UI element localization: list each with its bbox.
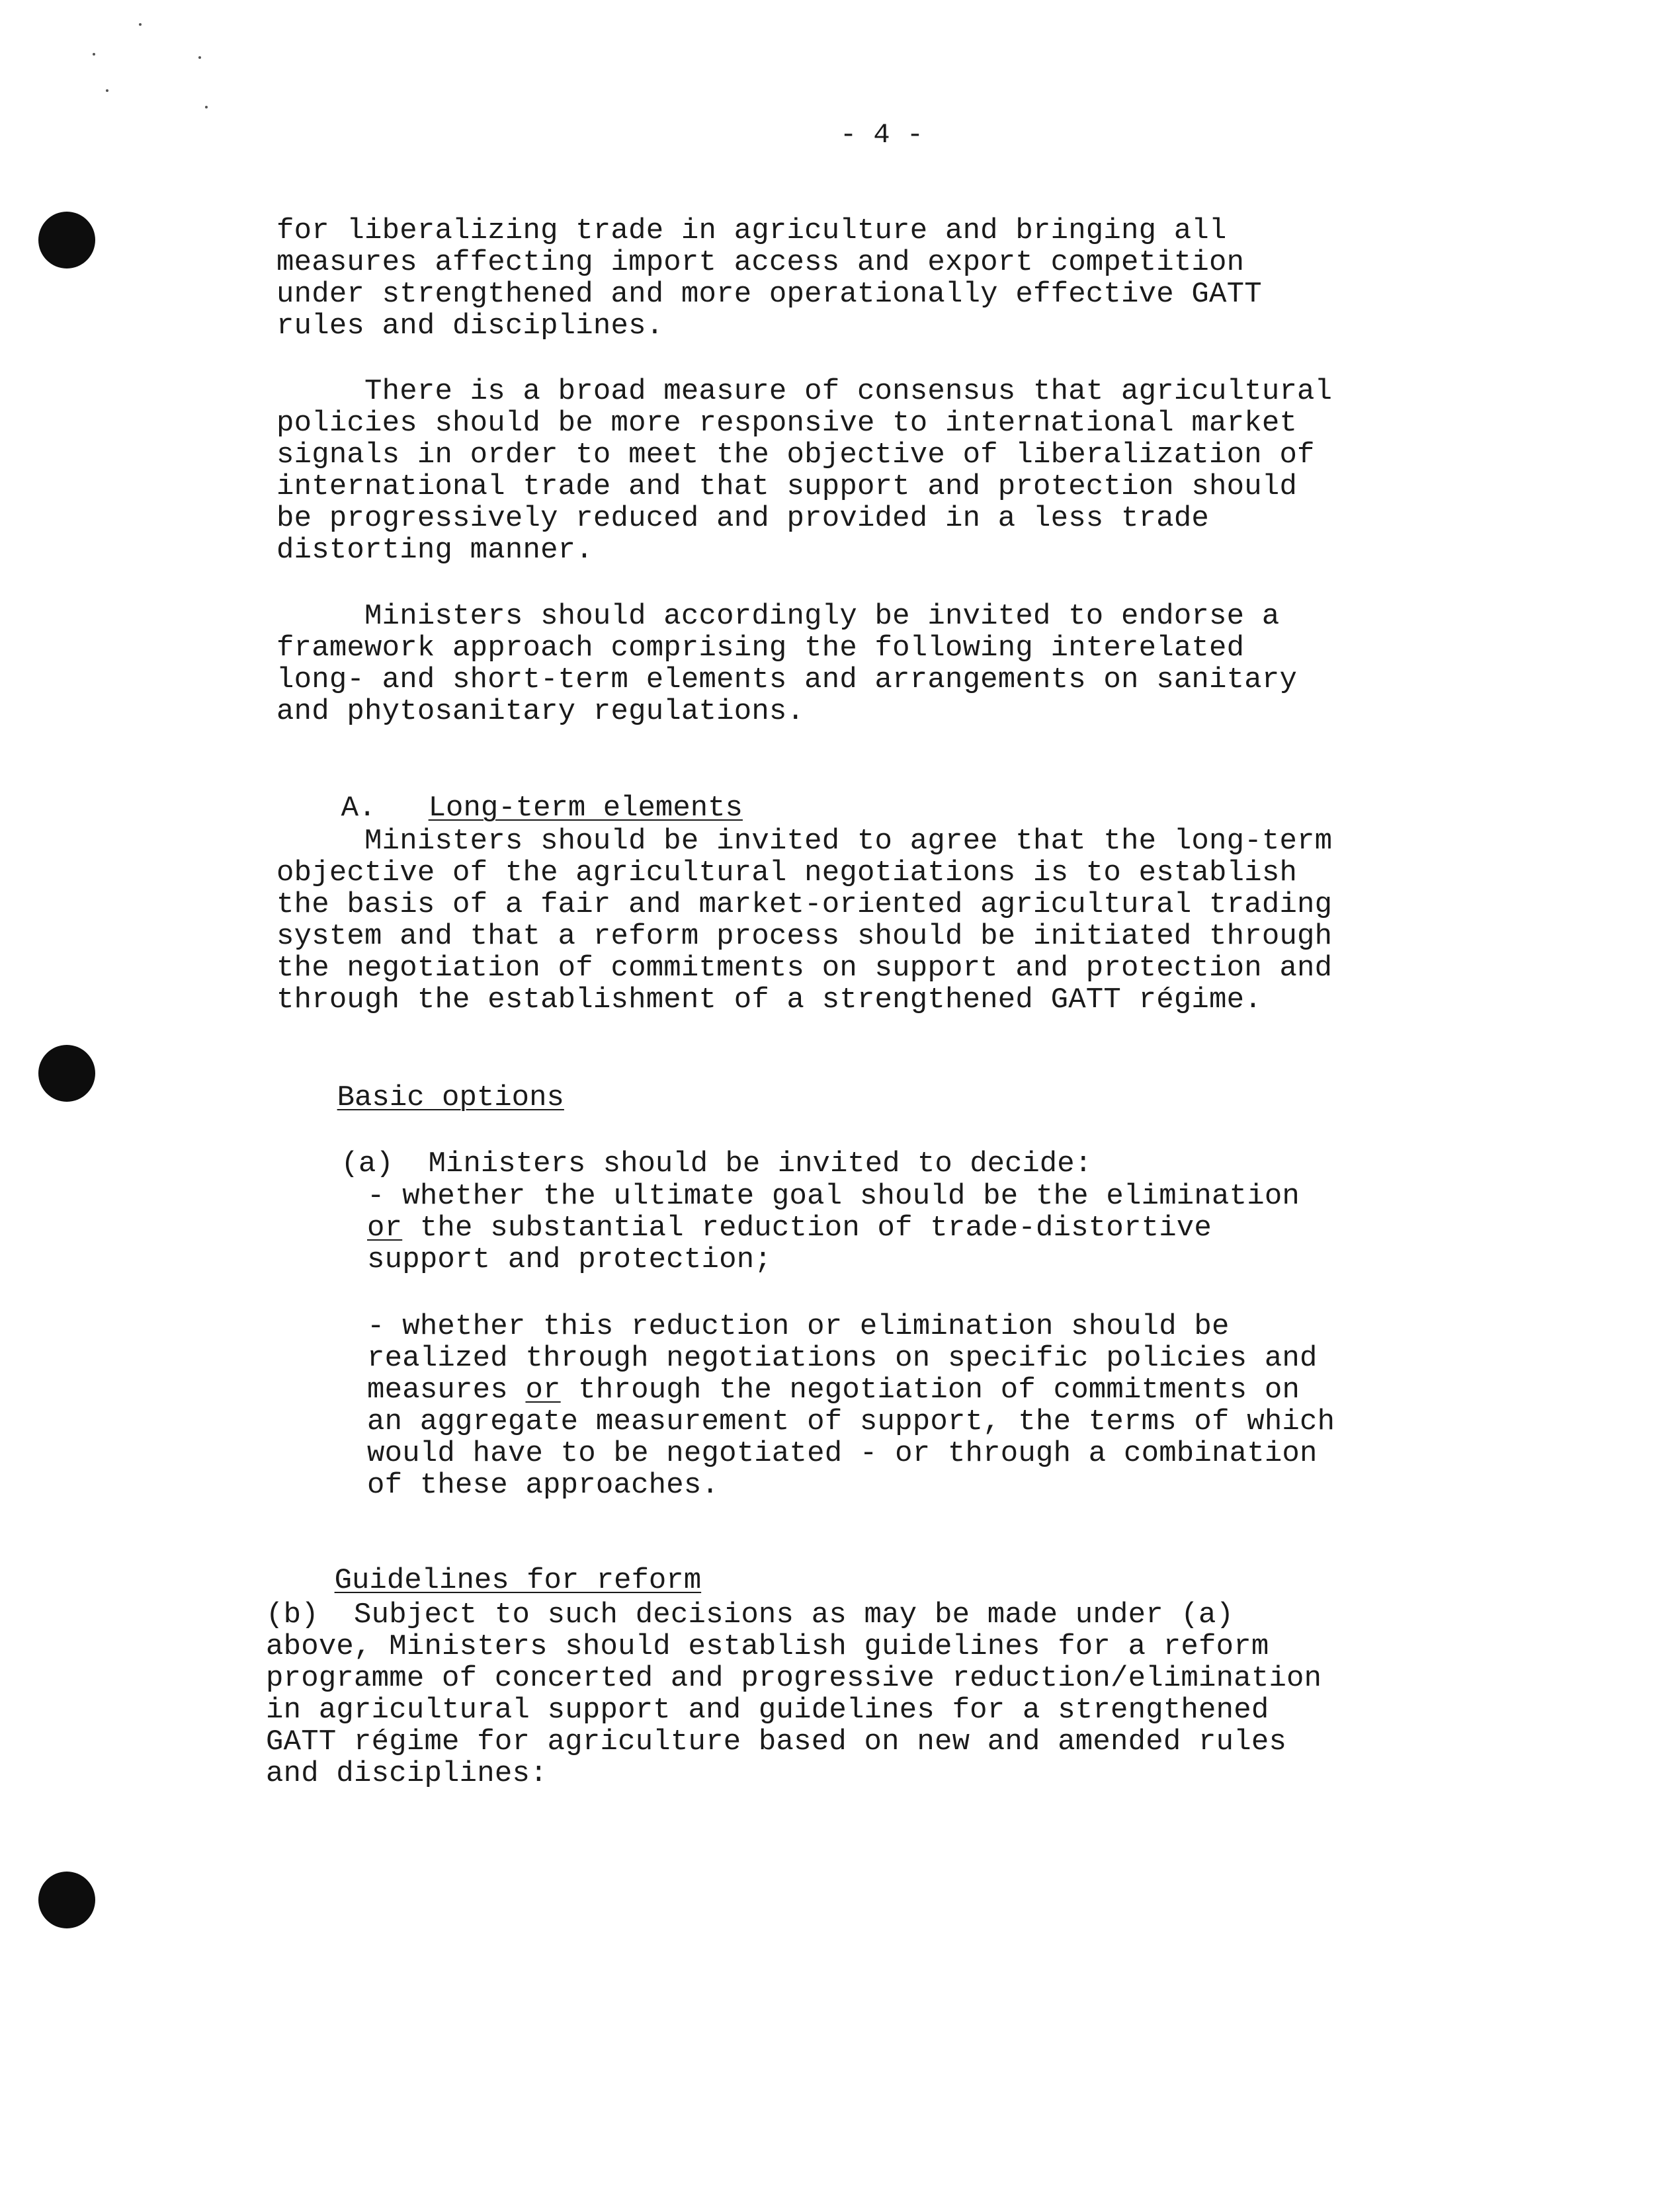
text-line: realized through negotiations on specific policies and (367, 1342, 1318, 1375)
scan-speck (93, 53, 95, 56)
text-fragment: measures (367, 1374, 526, 1407)
text-line: There is a broad measure of consensus that agricultural (276, 375, 1333, 408)
text-line: measures affecting import access and export competition (276, 246, 1245, 279)
text-line: be progressively reduced and provided in a less trade (276, 502, 1210, 535)
text-fragment: the substantial reduction of trade-distortive (402, 1212, 1212, 1245)
page-number: - 4 - (840, 119, 924, 151)
scan-speck (139, 23, 142, 26)
punch-hole-middle (38, 1045, 95, 1102)
text-line: international trade and that support and protection should (276, 470, 1298, 503)
text-line: Ministers should be invited to agree that the long-term (276, 825, 1333, 858)
text-line: would have to be negotiated - or through a combination (367, 1437, 1318, 1470)
paragraph-b (266, 1599, 1322, 1790)
emphasis-or: or (525, 1374, 561, 1407)
section-spacer (376, 792, 428, 825)
punch-hole-top (38, 212, 95, 268)
text-line: programme of concerted and progressive reduction/elimination (266, 1662, 1322, 1695)
heading-text: Basic options (337, 1081, 564, 1114)
text-line: objective of the agricultural negotiations is to establish (276, 856, 1298, 889)
text-line: GATT régime for agriculture based on new and amended rules (266, 1725, 1287, 1758)
bullet-ultimate-goal (367, 1180, 1300, 1276)
text-line: and disciplines: (266, 1757, 548, 1790)
text-line: Ministers should accordingly be invited to endorse a (276, 600, 1280, 633)
text-line: - whether the ultimate goal should be the elimination (367, 1180, 1300, 1213)
punch-hole-bottom (38, 1872, 95, 1928)
text-line (367, 1212, 1300, 1244)
text-fragment: through the negotiation of commitments on (560, 1374, 1300, 1407)
text-line: signals in order to meet the objective of liberalization of (276, 438, 1315, 472)
text-line: the basis of a fair and market-oriented agricultural trading (276, 888, 1333, 921)
text-line: above, Ministers should establish guidelines for a reform (266, 1630, 1269, 1663)
text-line: distorting manner. (276, 534, 593, 567)
scan-speck (205, 106, 208, 108)
heading-text: Guidelines for reform (334, 1564, 702, 1597)
text-line: framework approach comprising the following interelated (276, 632, 1245, 665)
paragraph-framework (276, 600, 1297, 727)
text-line: for liberalizing trade in agriculture and bringing all (276, 214, 1227, 247)
item-spacer (394, 1147, 429, 1180)
text-line: system and that a reform process should be initiated through (276, 920, 1333, 953)
text-line: long- and short-term elements and arrangements on sanitary (276, 663, 1298, 696)
scan-speck (198, 56, 201, 59)
paragraph-long-term (276, 825, 1332, 1016)
text-line: under strengthened and more operationally effective GATT (276, 278, 1262, 311)
text-line: (b) Subject to such decisions as may be made under (a) (266, 1598, 1234, 1631)
text-line: and phytosanitary regulations. (276, 695, 805, 728)
scan-speck (106, 89, 108, 92)
text-line: the negotiation of commitments on support and protection and (276, 952, 1333, 985)
text-line: - whether this reduction or elimination should be (367, 1310, 1230, 1343)
text-line: in agricultural support and guidelines for a strengthened (266, 1694, 1269, 1727)
item-label: (a) (341, 1147, 394, 1180)
text-line: policies should be more responsive to international market (276, 407, 1298, 440)
section-title: Long-term elements (428, 792, 743, 825)
paragraph-intro (276, 215, 1262, 342)
text-line: of these approaches. (367, 1469, 720, 1502)
text-line: an aggregate measurement of support, the terms of which (367, 1405, 1335, 1438)
paragraph-consensus (276, 376, 1332, 566)
item-text: Ministers should be invited to decide: (428, 1147, 1093, 1180)
text-line (367, 1374, 1335, 1406)
section-letter: A. (341, 792, 376, 825)
text-line: rules and disciplines. (276, 309, 664, 343)
emphasis-or: or (367, 1212, 403, 1245)
text-line: support and protection; (367, 1243, 772, 1276)
bullet-reduction-method (367, 1311, 1335, 1501)
text-line: through the establishment of a strengthened GATT régime. (276, 983, 1262, 1016)
